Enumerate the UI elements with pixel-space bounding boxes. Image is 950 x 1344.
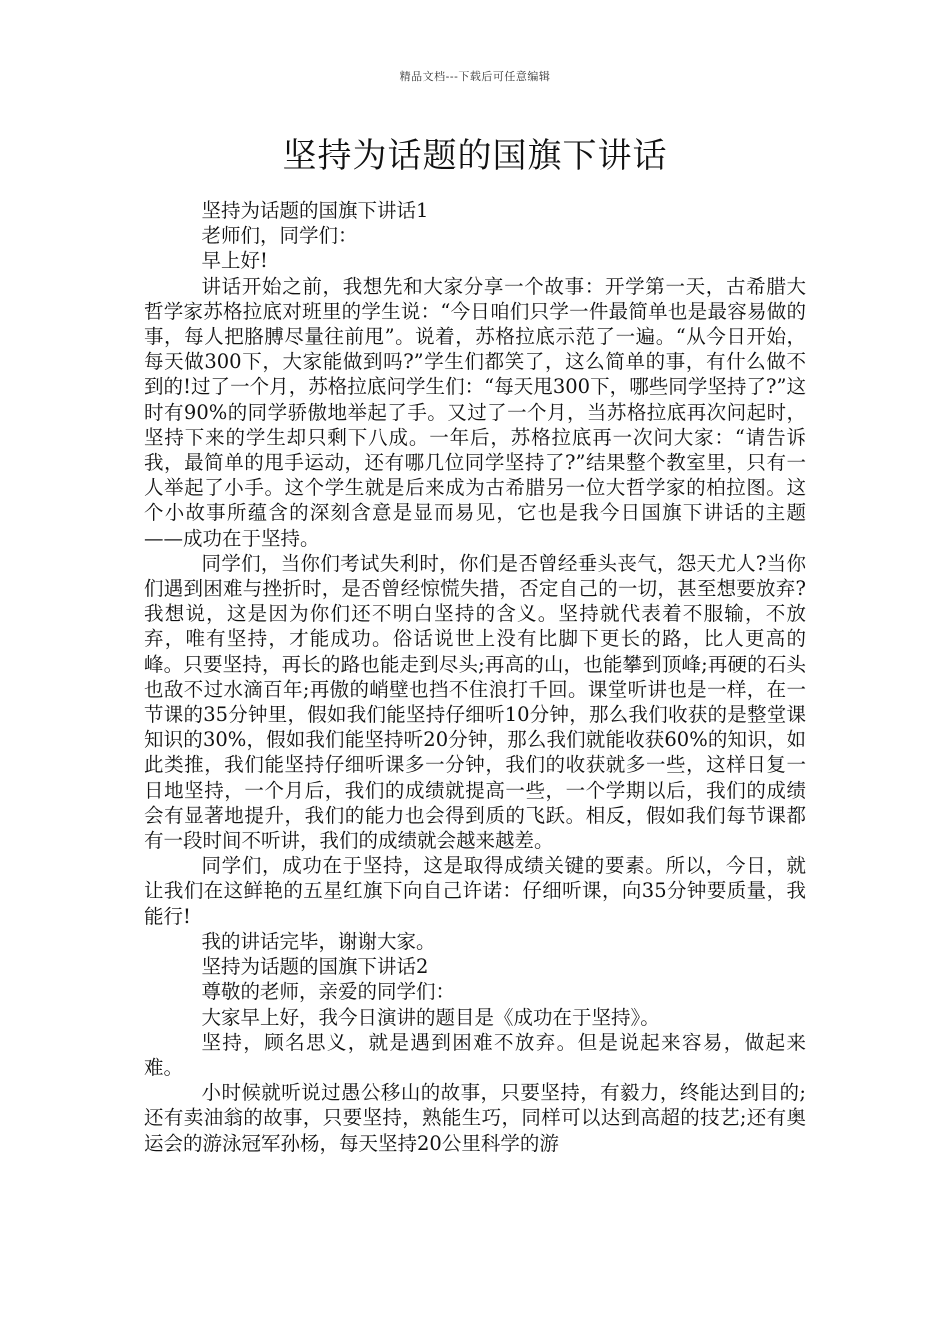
- greeting: 大家早上好，我今日演讲的题目是《成功在于坚持》。: [201, 1005, 660, 1029]
- body-paragraph: 同学们，当你们考试失利时，你们是否曾经垂头丧气，怨天尤人?当你们遇到困难与挫折时，是否曾经惊慌失措，否定自己的一切，甚至想要放弃?我想说，这是因为你们还不明白坚持的含义。坚持就代表着不服输，不放弃，唯有坚持，才能成功。俗话说世上没有比脚下更长的路，比人更高的峰。只要坚持，再长的路也能走到尽头;再高的山，也能攀到顶峰;再硬的石头也敌不过水滴百年;再傲的峭壁也挡不住浪打千回。课堂听讲也是一样，在一节课的35分钟里，假如我们能坚持仔细听10分钟，那么我们收获的是整堂课知识的30%，假如我们能坚持听20分钟，那么我们就能收获60%的知识，如此类推，我们能坚持仔细听课多一分钟，我们的收获就多一些，这样日复一日地坚持，一个月后，我们的成绩就提高一些，一个学期以后，我们的成绩会有显著地提升，我们的能力也会得到质的飞跃。相反，假如我们每节课都有一段时间不听讲，我们的成绩就会越来越差。: [144, 551, 806, 853]
- body-paragraph: 小时候就听说过愚公移山的故事，只要坚持，有毅力，终能达到目的;还有卖油翁的故事，只要坚持，熟能生巧，同样可以达到高超的技艺;还有奥运会的游泳冠军孙杨，每天坚持20公里科学的游: [144, 1081, 806, 1155]
- salutation: 尊敬的老师，亲爱的同学们：: [201, 980, 456, 1004]
- greeting: 早上好!: [201, 249, 268, 273]
- header-note: 精品文档---下载后可任意编辑: [399, 70, 551, 83]
- section-heading-1: 坚持为话题的国旗下讲话1: [201, 199, 429, 222]
- body-paragraph: 讲话开始之前，我想先和大家分享一个故事：开学第一天，古希腊大哲学家苏格拉底对班里的学生说：“今日咱们只学一件最简单也是最容易做的事，每人把胳膊尽量往前甩”。说着，苏格拉底示范了一遍。“从今日开始，每天做300下，大家能做到吗?”学生们都笑了，这么简单的事，有什么做不到的!过了一个月，苏格拉底问学生们：“每天甩300下，哪些同学坚持了?”这时有90%的同学骄傲地举起了手。又过了一个月，当苏格拉底再次问起时，坚持下来的学生却只剩下八成。一年后，苏格拉底再一次问大家：“请告诉我，最简单的甩手运动，还有哪几位同学坚持了?”结果整个教室里，只有一人举起了小手。这个学生就是后来成为古希腊另一位大哲学家的柏拉图。这个小故事所蕴含的深刻含意是显而易见，它也是我今日国旗下讲话的主题——成功在于坚持。: [144, 274, 806, 550]
- salutation: 老师们，同学们：: [201, 224, 358, 248]
- section-heading-2: 坚持为话题的国旗下讲话2: [201, 955, 429, 979]
- document-body: [144, 198, 806, 1156]
- closing-line: 我的讲话完毕，谢谢大家。: [201, 929, 436, 953]
- body-paragraph: 同学们，成功在于坚持，这是取得成绩关键的要素。所以，今日，就让我们在这鲜艳的五星红旗下向自己许诺：仔细听课，向35分钟要质量，我能行!: [144, 854, 806, 928]
- document-title: 坚持为话题的国旗下讲话: [282, 136, 668, 176]
- body-paragraph: 坚持，顾名思义，就是遇到困难不放弃。但是说起来容易，做起来难。: [144, 1030, 806, 1079]
